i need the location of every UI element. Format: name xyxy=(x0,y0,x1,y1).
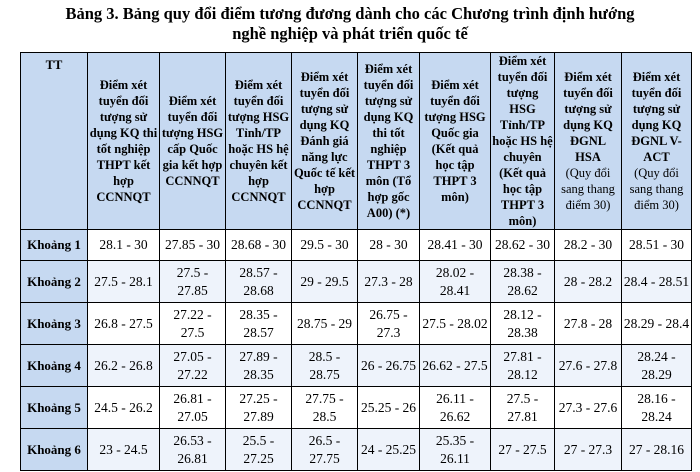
table-cell: 26.75 - 27.3 xyxy=(358,303,420,345)
table-cell: 27.8 - 28 xyxy=(555,303,622,345)
table-cell: 28.16 - 28.24 xyxy=(622,387,692,429)
table-cell: 26.62 - 27.5 xyxy=(420,345,491,387)
row-label: Khoảng 4 xyxy=(21,345,88,387)
table-cell: 28.5 - 28.75 xyxy=(292,345,358,387)
table-cell: 28.68 - 30 xyxy=(226,230,292,261)
table-cell: 28.12 - 28.38 xyxy=(491,303,555,345)
header-col-5: Điểm xét tuyển đối tượng sử dụng KQ thi tốt nghiệp THPT 3 môn (Tổ hợp gốc A00) (*) xyxy=(358,53,420,230)
table-cell: 25.25 - 26 xyxy=(358,387,420,429)
table-cell: 27.75 - 28.5 xyxy=(292,387,358,429)
table-cell: 28.57 - 28.68 xyxy=(226,261,292,303)
row-label: Khoảng 5 xyxy=(21,387,88,429)
table-cell: 27.5 - 28.1 xyxy=(88,261,160,303)
caption-line-2: nghề nghiệp và phát triển quốc tế xyxy=(232,24,468,43)
table-cell: 27.22 - 27.5 xyxy=(160,303,226,345)
table-cell: 28 - 28.2 xyxy=(555,261,622,303)
row-label: Khoảng 6 xyxy=(21,429,88,471)
table-row xyxy=(21,429,692,471)
header-col-8: Điểm xét tuyển đối tượng sử dụng KQ ĐGNL HSA (Quy đổi sang thang điểm 30) xyxy=(555,53,622,230)
table-cell: 27.89 - 28.35 xyxy=(226,345,292,387)
table-cell: 27.25 - 27.89 xyxy=(226,387,292,429)
header-col-9: Điểm xét tuyển đối tượng sử dụng KQ ĐGNL V-ACT (Quy đổi sang thang điểm 30) xyxy=(622,53,692,230)
table-cell: 27 - 27.3 xyxy=(555,429,622,471)
table-cell: 26 - 26.75 xyxy=(358,345,420,387)
table-cell: 26.53 - 26.81 xyxy=(160,429,226,471)
header-col-8-note: (Quy đổi sang thang điểm 30) xyxy=(561,166,615,212)
table-cell: 27 - 27.5 xyxy=(491,429,555,471)
table-cell: 28.29 - 28.4 xyxy=(622,303,692,345)
table-cell: 28.1 - 30 xyxy=(88,230,160,261)
table-cell: 28.24 - 28.29 xyxy=(622,345,692,387)
table-cell: 26.8 - 27.5 xyxy=(88,303,160,345)
table-cell: 28.51 - 30 xyxy=(622,230,692,261)
table-cell: 24 - 25.25 xyxy=(358,429,420,471)
table-cell: 24.5 - 26.2 xyxy=(88,387,160,429)
table-cell: 27.3 - 27.6 xyxy=(555,387,622,429)
header-col-2: Điểm xét tuyển đối tượng HSG cấp Quốc gia kết hợp CCNNQT xyxy=(160,53,226,230)
table-cell: 27.05 - 27.22 xyxy=(160,345,226,387)
table-row xyxy=(21,387,692,429)
header-row xyxy=(21,53,692,230)
table-row xyxy=(21,230,692,261)
table-cell: 26.5 - 27.75 xyxy=(292,429,358,471)
score-conversion-table xyxy=(20,52,692,471)
table-row xyxy=(21,345,692,387)
table-cell: 28.62 - 30 xyxy=(491,230,555,261)
table-cell: 27 - 28.16 xyxy=(622,429,692,471)
table-cell: 28.75 - 29 xyxy=(292,303,358,345)
table-cell: 25.35 - 26.11 xyxy=(420,429,491,471)
header-col-7: Điểm xét tuyển đối tượng HSG Tỉnh/TP hoặc HS hệ chuyên (Kết quả học tập THPT 3 môn) xyxy=(492,54,553,228)
header-col-1: Điểm xét tuyển đối tượng sử dụng KQ thi tốt nghiệp THPT kết hợp CCNNQT xyxy=(88,53,160,230)
header-tt: TT xyxy=(21,53,88,230)
table-cell: 28.02 - 28.41 xyxy=(420,261,491,303)
table-cell: 27.81 - 28.12 xyxy=(491,345,555,387)
table-cell: 26.2 - 26.8 xyxy=(88,345,160,387)
table-cell: 25.5 - 27.25 xyxy=(226,429,292,471)
row-label: Khoảng 3 xyxy=(21,303,88,345)
table-cell: 26.11 - 26.62 xyxy=(420,387,491,429)
table-cell: 28 - 30 xyxy=(358,230,420,261)
header-col-6: Điểm xét tuyển đối tượng HSG Quốc gia (Kết quả học tập THPT 3 môn) xyxy=(420,53,491,230)
table-cell: 27.6 - 27.8 xyxy=(555,345,622,387)
header-col-4: Điểm xét tuyển đối tượng sử dụng KQ Đánh giá năng lực Quốc tế kết hợp CCNNQT xyxy=(292,53,358,230)
table-cell: 29.5 - 30 xyxy=(292,230,358,261)
header-col-9-note: (Quy đổi sang thang điểm 30) xyxy=(629,166,684,212)
table-caption xyxy=(0,4,700,44)
table-cell: 28.4 - 28.51 xyxy=(622,261,692,303)
table-cell: 27.5 - 27.81 xyxy=(491,387,555,429)
table-cell: 27.85 - 30 xyxy=(160,230,226,261)
caption-line-1: Bảng 3. Bảng quy đổi điểm tương đương dành cho các Chương trình định hướng xyxy=(65,4,635,23)
table-row xyxy=(21,261,692,303)
table-row xyxy=(21,303,692,345)
header-col-3: Điểm xét tuyển đối tượng HSG Tỉnh/TP hoặc HS hệ chuyên kết hợp CCNNQT xyxy=(226,53,292,230)
table-cell: 23 - 24.5 xyxy=(88,429,160,471)
table-cell: 27.5 - 28.02 xyxy=(420,303,491,345)
table-cell: 27.5 - 27.85 xyxy=(160,261,226,303)
table-cell: 28.38 - 28.62 xyxy=(491,261,555,303)
table-cell: 28.35 - 28.57 xyxy=(226,303,292,345)
row-label: Khoảng 2 xyxy=(21,261,88,303)
table-cell: 28.41 - 30 xyxy=(420,230,491,261)
table-cell: 29 - 29.5 xyxy=(292,261,358,303)
table-cell: 26.81 - 27.05 xyxy=(160,387,226,429)
table-cell: 28.2 - 30 xyxy=(555,230,622,261)
table-cell: 27.3 - 28 xyxy=(358,261,420,303)
row-label: Khoảng 1 xyxy=(21,230,88,261)
